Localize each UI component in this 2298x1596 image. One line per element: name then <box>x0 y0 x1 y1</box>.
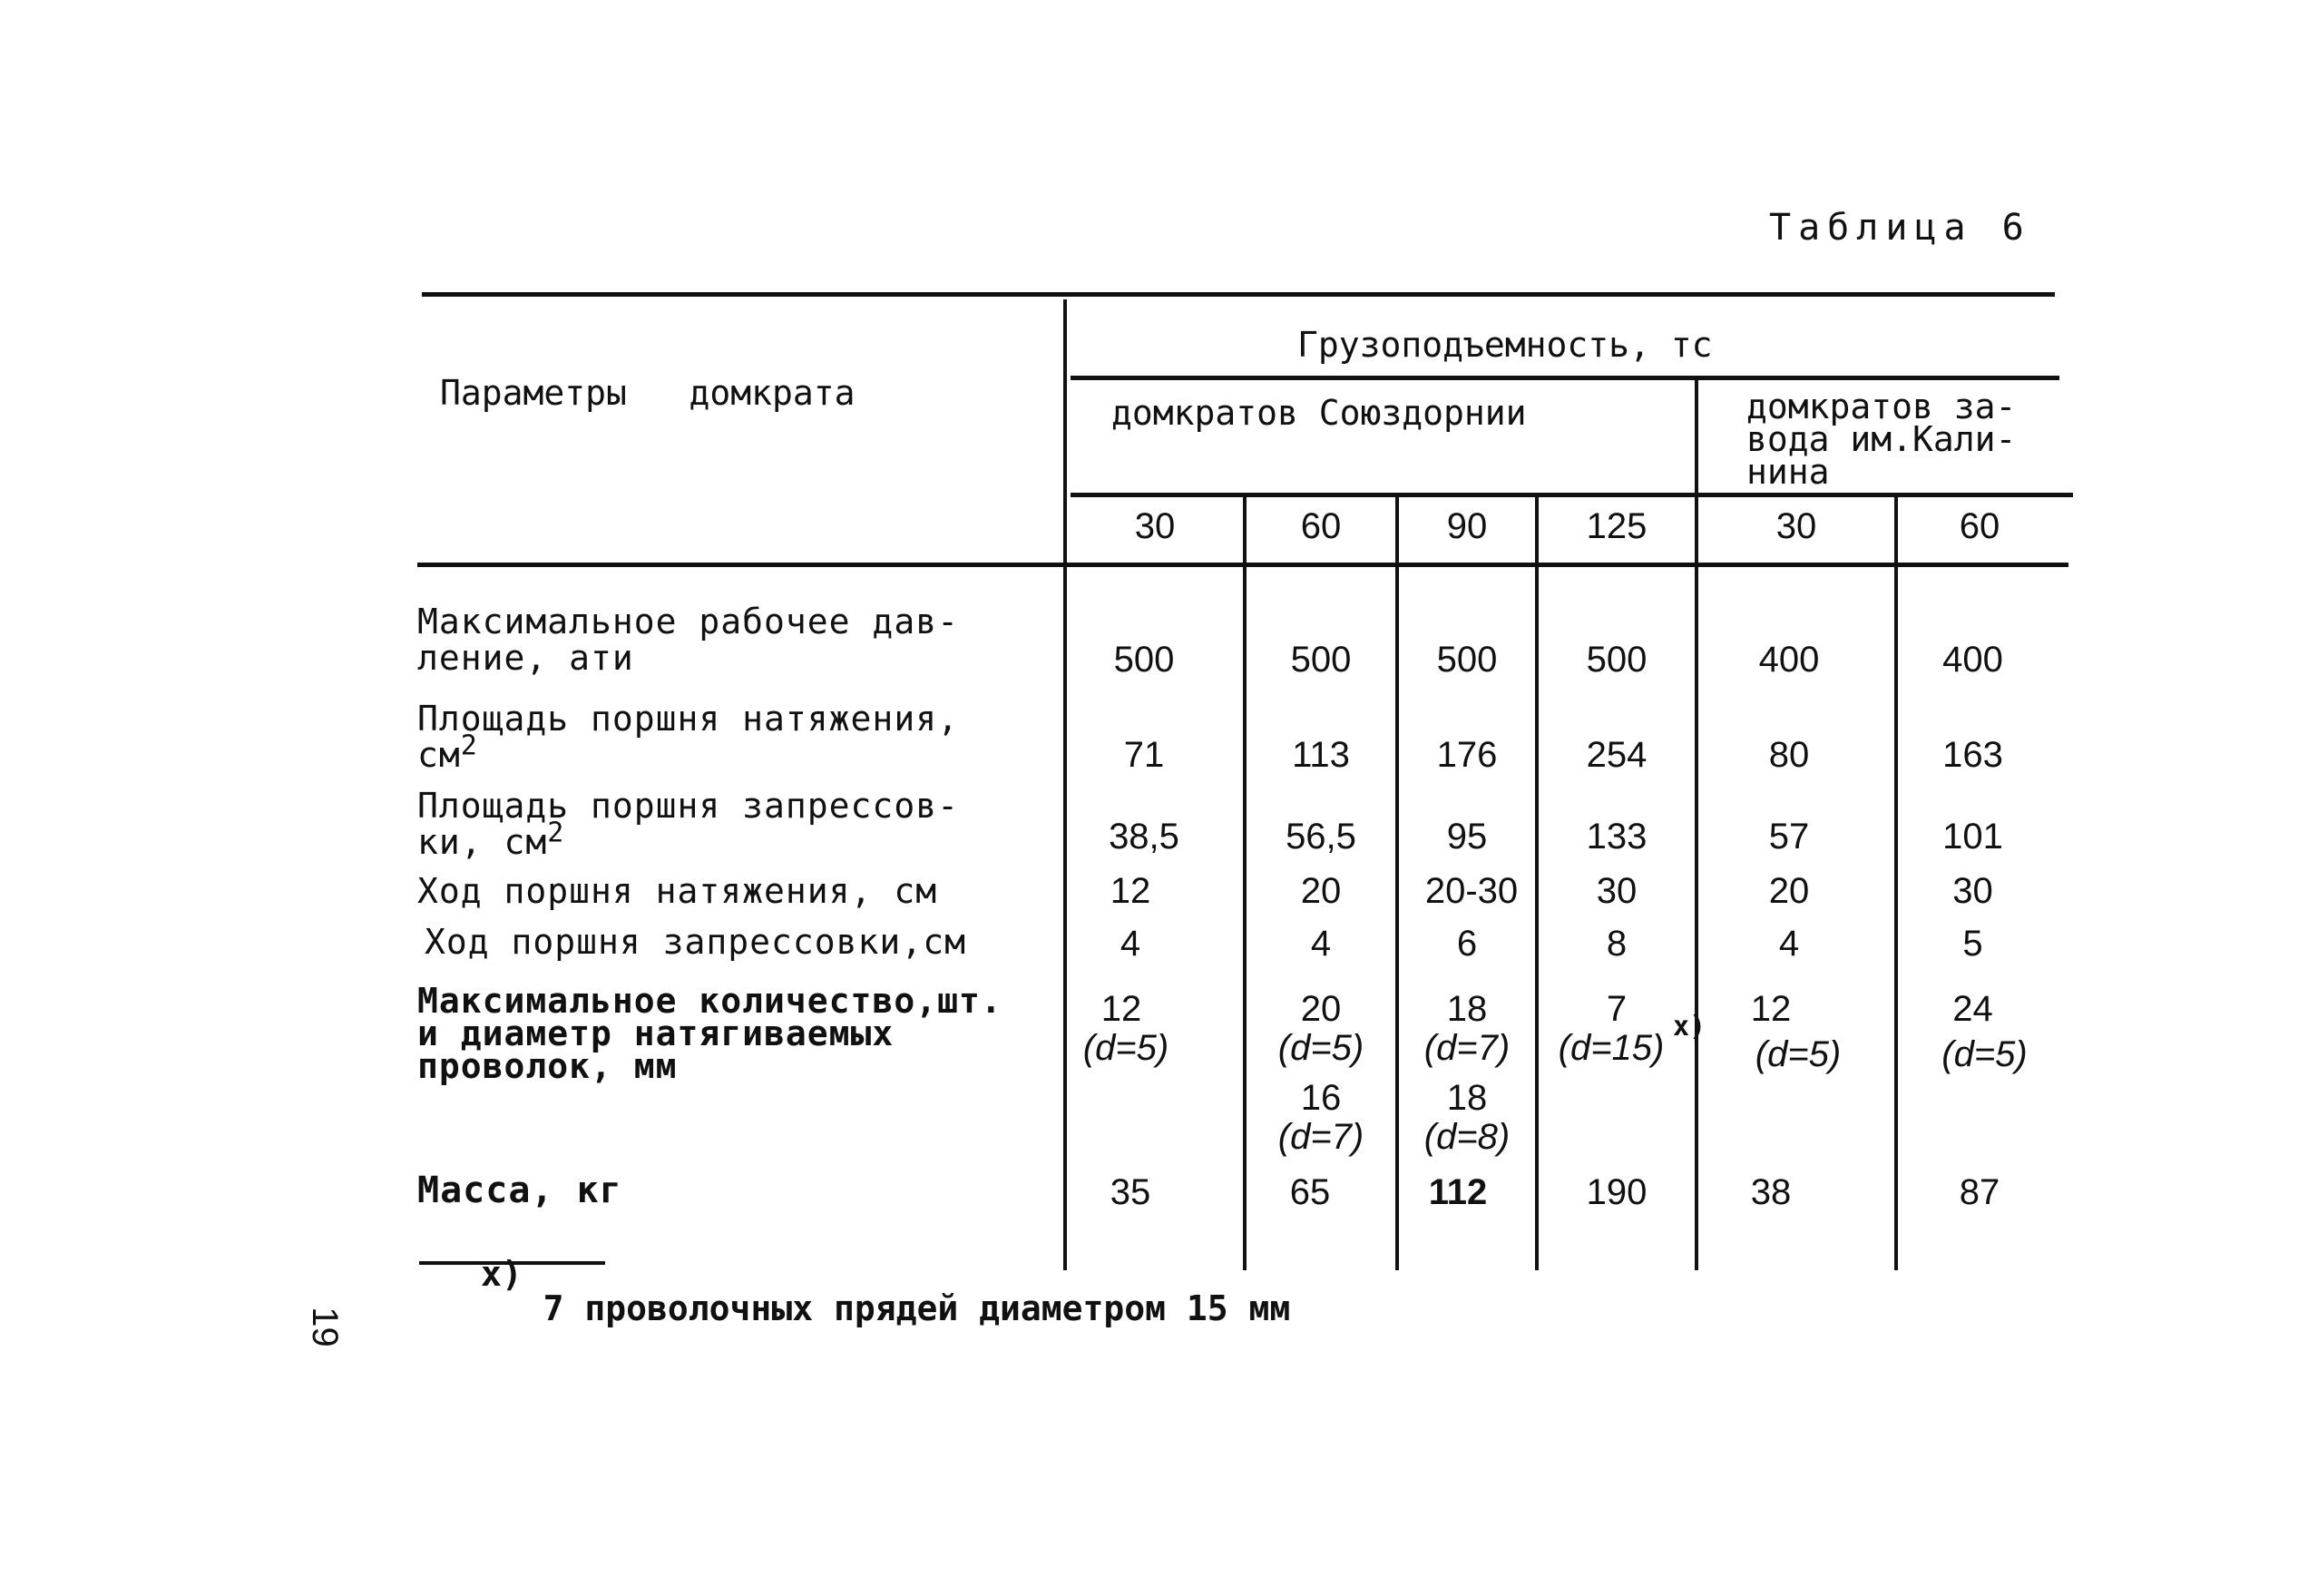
capacity-value: 60 <box>1300 506 1342 546</box>
cell-value: 500 <box>1113 640 1175 680</box>
wire-count: 24 <box>1952 989 1993 1029</box>
cell-value: 500 <box>1290 640 1352 680</box>
cell-value: 35 <box>1110 1172 1151 1212</box>
row-label-line: и диаметр натягиваемых <box>417 1013 895 1053</box>
capacity-value: 90 <box>1446 506 1488 546</box>
row-label-line: ки, см <box>417 822 548 862</box>
cell-value: 30 <box>1596 871 1638 911</box>
row-label-tension-stroke <box>417 873 1052 909</box>
row-label-mass <box>417 1172 1052 1209</box>
cell-value: 6 <box>1456 924 1478 964</box>
unit-superscript: 2 <box>547 817 565 849</box>
cell-value: 112 <box>1428 1172 1488 1212</box>
capacity-value: 60 <box>1959 506 2000 546</box>
wire-diameter: (d=15) <box>1558 1028 1665 1068</box>
cell-value: 71 <box>1123 735 1165 775</box>
group-soyuzdornii-header: домкратов Союздорнии <box>1111 393 1527 433</box>
footnote-mark: x) <box>481 1254 523 1294</box>
param-column-header: Параметры домкрата <box>440 373 856 413</box>
unit-superscript: 2 <box>460 729 478 762</box>
row-label-press-stroke <box>425 924 1060 960</box>
cell-value: 56,5 <box>1286 817 1356 857</box>
cell-value: 254 <box>1586 735 1648 775</box>
wire-count: 12 <box>1750 989 1792 1029</box>
cell-value: 20 <box>1768 871 1810 911</box>
cell-value: 38 <box>1750 1172 1792 1212</box>
row-label-max-pressure <box>417 603 1052 676</box>
wire-diameter: (d=7) <box>1423 1028 1511 1068</box>
cell-value: 12 <box>1110 871 1151 911</box>
wire-count: 12 <box>1100 989 1142 1029</box>
row-label-line: Максимальное количество,шт. <box>417 981 1002 1021</box>
cell-value: 87 <box>1959 1172 2000 1212</box>
group-kalinin-line: вода им.Кали- <box>1746 419 2017 459</box>
row-label-press-area <box>417 788 1052 860</box>
wire-diameter: (d=5) <box>1082 1028 1169 1068</box>
row-label-line: Ход поршня натяжения, см <box>417 871 938 911</box>
wire-count: 16 <box>1300 1078 1342 1118</box>
param-column-rule <box>1063 299 1067 1270</box>
row-label-line: Максимальное рабочее дав- <box>417 602 959 641</box>
cell-value: 80 <box>1768 735 1810 775</box>
row-label-tension-area <box>417 700 1052 773</box>
group-kalinin-line: домкратов за- <box>1746 387 2017 426</box>
cell-value: 500 <box>1586 640 1648 680</box>
footnote-text: 7 проволочных прядей диаметром 15 мм <box>543 1288 1291 1328</box>
wire-count: 18 <box>1446 989 1488 1029</box>
cell-value: 30 <box>1952 871 1993 911</box>
cell-value: 400 <box>1942 640 2003 680</box>
cell-value: 4 <box>1778 924 1800 964</box>
cell-value: 133 <box>1586 817 1648 857</box>
cell-value: 65 <box>1289 1172 1331 1212</box>
table-top-rule <box>422 292 2055 297</box>
cell-value: 176 <box>1436 735 1498 775</box>
cell-value: 4 <box>1310 924 1332 964</box>
cell-value: 113 <box>1292 735 1350 775</box>
cell-value: 190 <box>1586 1172 1648 1212</box>
cell-value: 5 <box>1962 924 1983 964</box>
cell-value: 101 <box>1942 817 2003 857</box>
wire-diameter: (d=8) <box>1423 1117 1511 1157</box>
capacity-value: 30 <box>1134 506 1176 546</box>
row-label-line: ление, ати <box>417 638 634 678</box>
footnote <box>481 1254 1291 1328</box>
footnote-reference-mark: x) <box>1673 1011 1706 1043</box>
capacity-value: 125 <box>1586 506 1648 546</box>
wire-count: 18 <box>1446 1078 1488 1118</box>
row-label-max-wires <box>417 981 1052 1086</box>
cell-value: 20 <box>1300 871 1342 911</box>
row-label-line: см <box>417 735 461 775</box>
cell-value: 500 <box>1436 640 1498 680</box>
cell-value: 95 <box>1446 817 1488 857</box>
capacity-header: Грузоподъемность, тс <box>1297 325 1713 365</box>
cell-value: 8 <box>1606 924 1628 964</box>
row-label-line: Площадь поршня натяжения, <box>417 699 959 739</box>
row-label-line: проволок, мм <box>417 1046 678 1086</box>
group-rule <box>1071 493 2073 497</box>
table-caption: Таблица 6 <box>1769 207 2031 249</box>
capacity-rule <box>1071 376 2059 380</box>
row-label-line: Ход поршня запрессовки,см <box>425 922 966 962</box>
cell-value: 57 <box>1768 817 1810 857</box>
wire-diameter: (d=5) <box>1277 1028 1364 1068</box>
wire-diameter: (d=5) <box>1755 1034 1842 1074</box>
page-number: 19 <box>304 1307 345 1347</box>
wire-count: 7 <box>1606 989 1628 1029</box>
wire-diameter: (d=5) <box>1941 1034 2028 1074</box>
row-label-line: Масса, кг <box>417 1170 622 1211</box>
row-label-line: Площадь поршня запрессов- <box>417 786 959 826</box>
cell-value: 400 <box>1758 640 1820 680</box>
cell-value: 38,5 <box>1109 817 1179 857</box>
capacity-value: 30 <box>1775 506 1817 546</box>
cell-value: 20-30 <box>1424 871 1519 911</box>
wire-diameter: (d=7) <box>1277 1117 1364 1157</box>
cell-value: 4 <box>1120 924 1141 964</box>
group-kalinin-header <box>1746 387 2017 492</box>
group-kalinin-line: нина <box>1746 452 1830 492</box>
cell-value: 163 <box>1942 735 2003 775</box>
wire-count: 20 <box>1300 989 1342 1029</box>
